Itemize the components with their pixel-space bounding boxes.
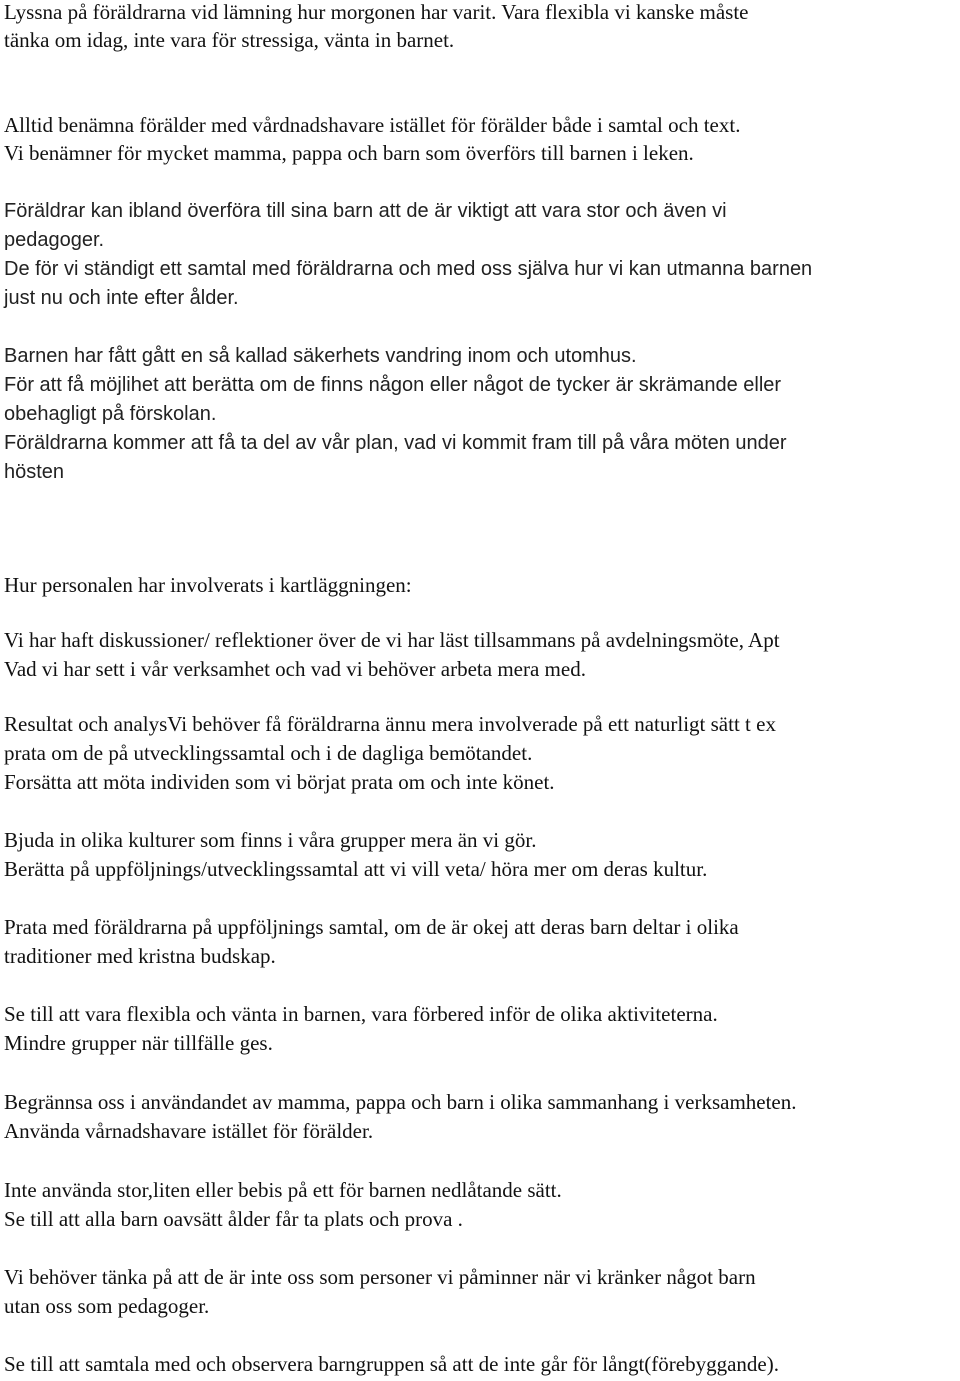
text-line: traditioner med kristna budskap. [4, 944, 276, 968]
text-line: De för vi ständigt ett samtal med föräldrarna och med oss själva hur vi kan utmanna barnen [4, 258, 813, 280]
text-line: obehagligt på förskolan. [4, 403, 217, 425]
text-line: utan oss som pedagoger. [4, 1294, 210, 1318]
text-line: prata om de på utvecklingssamtal och i de dagliga bemötandet. [4, 741, 533, 765]
text-line: just nu och inte efter ålder. [4, 287, 239, 309]
text-line: För att få möjlihet att berätta om de finns någon eller något de tycker är skrämande eller [4, 374, 782, 396]
text-line: pedagoger. [4, 229, 105, 251]
text-line: Alltid benämna förälder med vårdnadshavare istället för förälder både i samtal och text. [4, 113, 741, 137]
text-line: Vi benämner för mycket mamma, pappa och barn som överförs till barnen i leken. [4, 141, 694, 165]
section-heading: Hur personalen har involverats i kartläggningen: [4, 573, 412, 597]
text-line: tänka om idag, inte vara för stressiga, vänta in barnet. [4, 28, 455, 52]
text-line: Resultat och analysVi behöver få föräldrarna ännu mera involverade på ett naturligt sätt t ex [4, 712, 776, 736]
text-line: Vad vi har sett i vår verksamhet och vad vi behöver arbeta mera med. [4, 657, 586, 681]
text-line: Föräldrar kan ibland överföra till sina barn att de är viktigt att vara stor och även vi [4, 200, 727, 222]
text-line: Mindre grupper när tillfälle ges. [4, 1031, 273, 1055]
text-line: hösten [4, 461, 65, 483]
text-line: Inte använda stor,liten eller bebis på ett för barnen nedlåtande sätt. [4, 1178, 562, 1202]
text-line: Vi har haft diskussioner/ reflektioner över de vi har läst tillsammans på avdelningsmöte, Apt [4, 628, 780, 652]
text-line: Barnen har fått gått en så kallad säkerhets vandring inom och utomhus. [4, 345, 637, 367]
text-line: Föräldrarna kommer att få ta del av vår plan, vad vi kommit fram till på våra möten under [4, 432, 787, 454]
text-line: Berätta på uppföljnings/utvecklingssamtal att vi vill veta/ höra mer om deras kultur. [4, 857, 708, 881]
text-line: Använda vårnadshavare istället för förälder. [4, 1119, 374, 1143]
text-line: Vi behöver tänka på att de är inte oss som personer vi påminner när vi kränker något barn [4, 1265, 756, 1289]
text-line: Prata med föräldrarna på uppföljnings samtal, om de är okej att deras barn deltar i olika [4, 915, 739, 939]
text-line: Begrännsa oss i användandet av mamma, pappa och barn i olika sammanhang i verksamheten. [4, 1090, 797, 1114]
text-line: Lyssna på föräldrarna vid lämning hur morgonen har varit. Vara flexibla vi kanske måste [4, 0, 749, 24]
text-line: Se till att samtala med och observera barngruppen så att de inte går för långt(förebyggande). [4, 1352, 779, 1376]
text-line: Forsätta att möta individen som vi börjat prata om och inte könet. [4, 770, 555, 794]
text-line: Se till att vara flexibla och vänta in barnen, vara förbered inför de olika aktiviteterna. [4, 1002, 718, 1026]
text-line: Se till att alla barn oavsätt ålder får ta plats och prova . [4, 1207, 463, 1231]
text-line: Bjuda in olika kulturer som finns i våra grupper mera än vi gör. [4, 828, 537, 852]
